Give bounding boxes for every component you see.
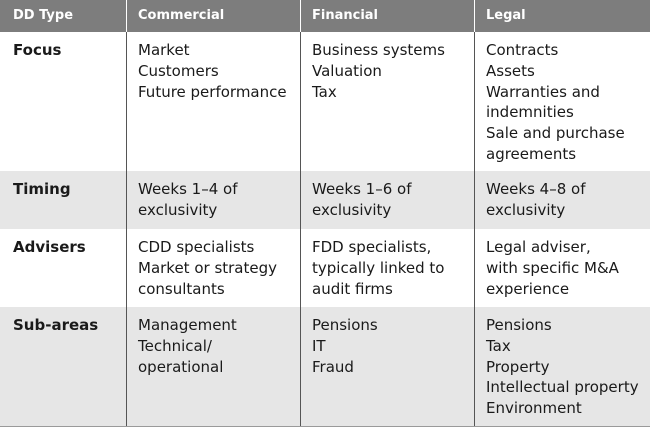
legal-cell <box>475 32 650 171</box>
cell-line: exclusivity <box>138 200 218 219</box>
commercial-cell <box>127 229 301 307</box>
cell-line: FDD specialists, <box>312 238 432 256</box>
commercial-cell <box>127 171 301 229</box>
cell-line: typically linked to <box>312 258 445 277</box>
column-divider <box>474 32 475 427</box>
legal-cell <box>475 307 650 427</box>
cell-line: Property <box>486 357 550 376</box>
column-divider <box>300 32 301 427</box>
table-row-sub-areas <box>0 307 650 427</box>
cell-line: experience <box>486 279 570 298</box>
cell-line: Contracts <box>486 41 559 59</box>
cell-line: Business systems <box>312 41 445 59</box>
cell-line: exclusivity <box>486 200 566 219</box>
cell-line: Future performance <box>138 82 287 101</box>
cell-line: Weeks 4–8 of <box>486 180 586 198</box>
cell-line: Assets <box>486 61 535 80</box>
cell-line: agreements <box>486 144 577 163</box>
table-row-timing <box>0 171 650 229</box>
cell-line: Management <box>138 316 237 334</box>
financial-cell <box>301 229 475 307</box>
header-divider <box>300 0 301 32</box>
header-dd-type: DD Type <box>13 8 74 23</box>
cell-line: Tax <box>312 82 337 101</box>
cell-line: CDD specialists <box>138 238 255 256</box>
cell-line: Sale and purchase <box>486 124 625 143</box>
financial-cell <box>301 32 475 171</box>
cell-line: Weeks 1–4 of <box>138 180 238 198</box>
cell-line: Valuation <box>312 61 382 80</box>
cell-line: exclusivity <box>312 200 392 219</box>
commercial-cell <box>127 307 301 427</box>
cell-line: Market or strategy <box>138 258 278 277</box>
cell-line: Market <box>138 41 190 59</box>
row-label: Sub-areas <box>13 316 99 334</box>
legal-cell <box>475 229 650 307</box>
column-divider <box>126 32 127 427</box>
cell-line: Warranties and <box>486 82 600 101</box>
header-financial: Financial <box>312 8 379 23</box>
cell-line: audit firms <box>312 279 393 298</box>
header-commercial: Commercial <box>138 8 225 23</box>
cell-line: Environment <box>486 399 582 418</box>
cell-line: Customers <box>138 61 219 80</box>
cell-line: with specific M&A <box>486 258 619 277</box>
row-label: Advisers <box>13 238 86 256</box>
cell-line: Legal adviser, <box>486 238 591 256</box>
cell-line: Technical/ <box>138 336 212 355</box>
header-divider <box>126 0 127 32</box>
commercial-cell <box>127 32 301 171</box>
cell-line: indemnities <box>486 103 574 122</box>
legal-cell <box>475 171 650 229</box>
cell-line: Weeks 1–6 of <box>312 180 412 198</box>
table-row-advisers <box>0 229 650 307</box>
row-label: Timing <box>13 180 71 198</box>
header-divider <box>474 0 475 32</box>
table-header <box>0 0 650 32</box>
financial-cell <box>301 307 475 427</box>
cell-line: operational <box>138 357 224 376</box>
cell-line: Fraud <box>312 357 354 376</box>
cell-line: consultants <box>138 279 225 298</box>
cell-line: Intellectual property <box>486 378 639 397</box>
row-label: Focus <box>13 41 62 59</box>
cell-line: Pensions <box>486 316 552 334</box>
header-legal: Legal <box>486 8 526 23</box>
table-row-focus <box>0 32 650 171</box>
cell-line: Tax <box>486 336 511 355</box>
cell-line: Pensions <box>312 316 378 334</box>
financial-cell <box>301 171 475 229</box>
cell-line: IT <box>312 336 326 355</box>
